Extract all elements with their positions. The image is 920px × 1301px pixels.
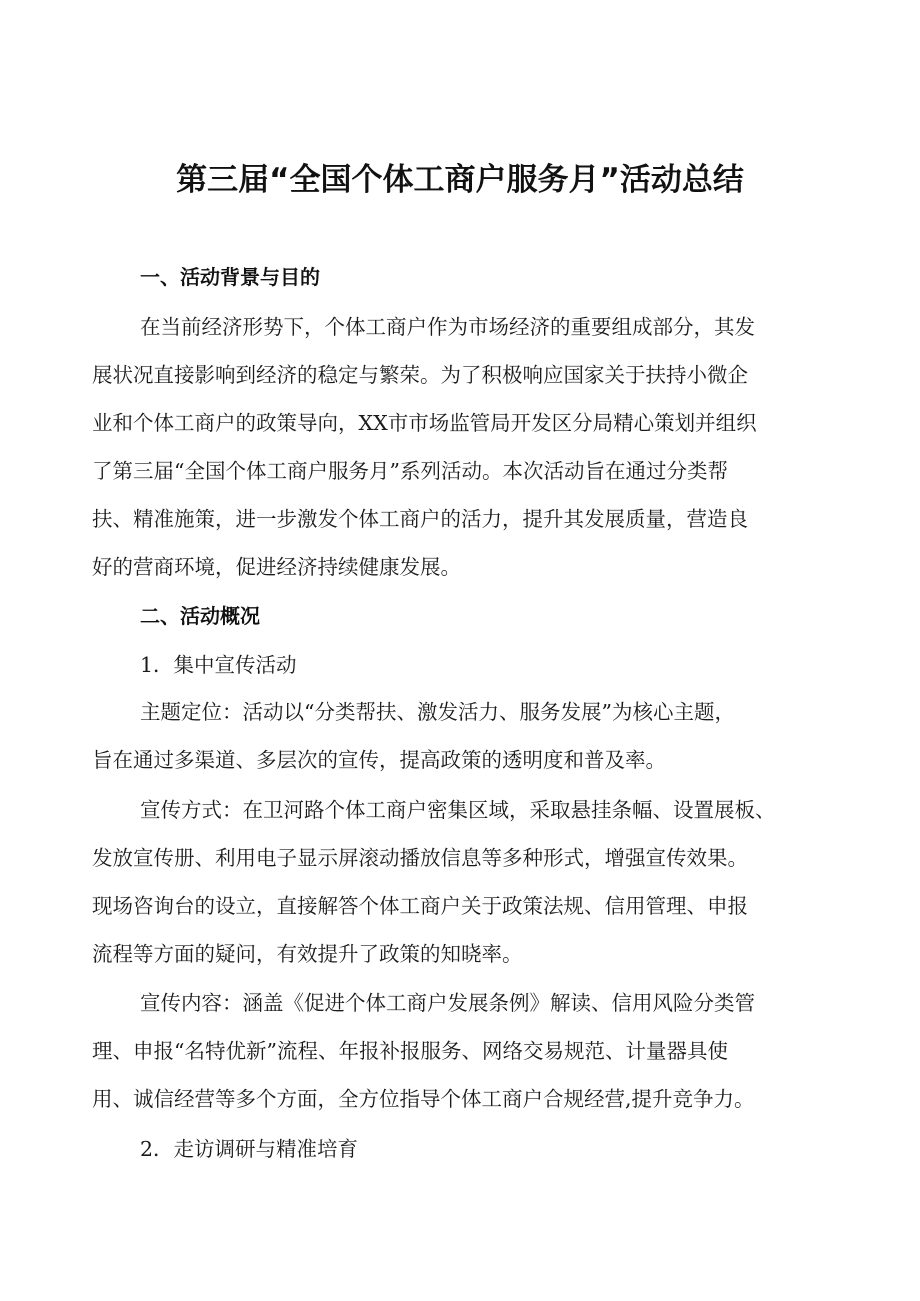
method-line: 发放宣传册、利用电子显示屏滚动播放信息等多种形式，增强宣传效果。 [92, 846, 748, 870]
theme-line: 主题定位：活动以“分类帮扶、激发活力、服务发展”为核心主题， [140, 700, 735, 724]
subsection1-heading: 1．集中宣传活动 [140, 653, 297, 677]
section1-line: 好的营商环境，促进经济持续健康发展。 [92, 555, 461, 579]
section1-line: 扶、精准施策，进一步激发个体工商户的活力，提升其发展质量，营造良 [92, 507, 748, 531]
section1-heading: 一、活动背景与目的 [140, 265, 320, 289]
section1-line: 了第三届“全国个体工商户服务月”系列活动。本次活动旨在通过分类帮 [92, 459, 728, 483]
section1-line: 在当前经济形势下，个体工商户作为市场经济的重要组成部分，其发 [140, 315, 755, 339]
method-line: 现场咨询台的设立，直接解答个体工商户关于政策法规、信用管理、申报 [92, 894, 748, 918]
content-line: 宣传内容：涵盖《促进个体工商户发展条例》解读、信用风险分类管 [140, 991, 755, 1015]
subsection2-heading: 2．走访调研与精准培育 [140, 1137, 359, 1161]
theme-line: 旨在通过多渠道、多层次的宣传，提高政策的透明度和普及率。 [92, 748, 666, 772]
content-line: 理、申报“名特优新”流程、年报补报服务、网络交易规范、计量器具使 [92, 1039, 728, 1063]
section2-heading: 二、活动概况 [140, 604, 260, 628]
section1-line: 展状况直接影响到经济的稳定与繁荣。为了积极响应国家关于扶持小微企 [92, 363, 748, 387]
document-title: 第三届“全国个体工商户服务月”活动总结 [176, 162, 744, 198]
method-line: 宣传方式：在卫河路个体工商户密集区域，采取悬挂条幅、设置展板、 [140, 798, 776, 822]
section1-line: 业和个体工商户的政策导向，XX市市场监管局开发区分局精心策划并组织 [92, 411, 757, 435]
content-line: 用、诚信经营等多个方面，全方位指导个体工商户合规经营,提升竞争力。 [92, 1087, 755, 1111]
method-line: 流程等方面的疑问，有效提升了政策的知晓率。 [92, 942, 523, 966]
